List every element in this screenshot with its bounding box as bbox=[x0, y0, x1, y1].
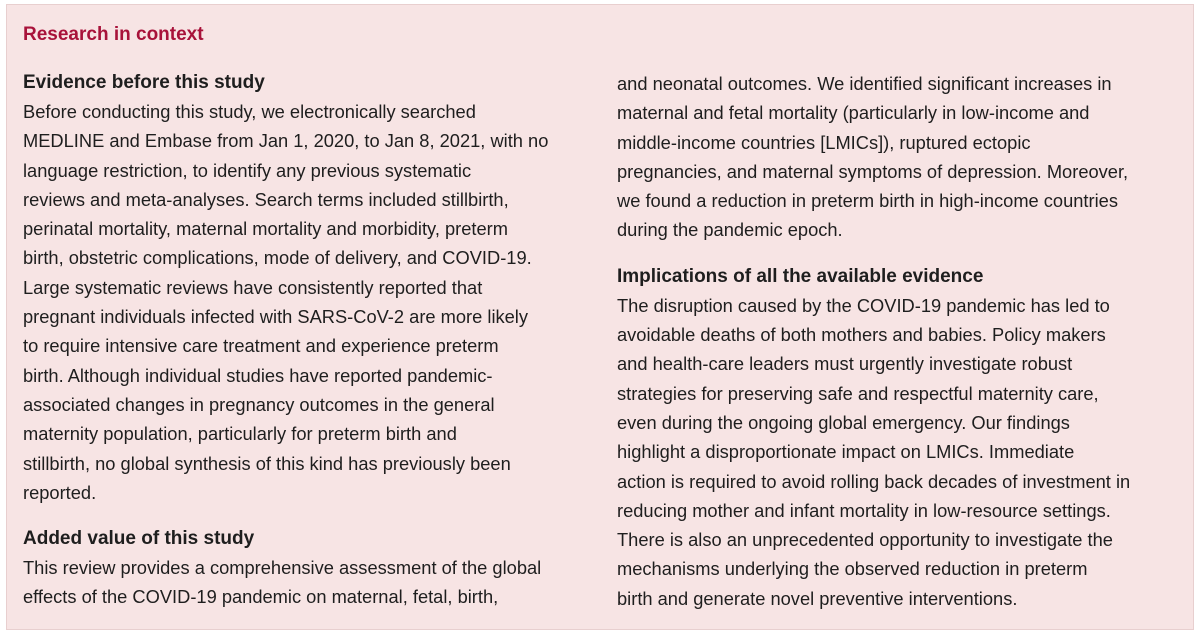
text-line: and neonatal outcomes. We identified significant increases in bbox=[617, 73, 1112, 94]
text-line: pregnancies, and maternal symptoms of depression. Moreover, bbox=[617, 160, 1129, 182]
text-line: The disruption caused by the COVID-19 pandemic has led to bbox=[617, 294, 1110, 316]
text-line: This review provides a comprehensive assessment of the global bbox=[23, 557, 542, 579]
paragraph-implications bbox=[617, 291, 1187, 613]
text-line: maternity population, particularly for preterm birth and bbox=[23, 423, 457, 445]
right-column bbox=[617, 69, 1187, 613]
text-line: highlight a disproportionate impact on LMICs. Immediate bbox=[617, 441, 1075, 463]
text-line: mechanisms underlying the observed reduction in preterm bbox=[617, 558, 1088, 580]
paragraph-added-value-part2 bbox=[617, 69, 1187, 245]
text-line: maternal and fetal mortality (particularly in low-income and bbox=[617, 102, 1090, 124]
research-in-context-panel bbox=[6, 4, 1194, 630]
text-line: MEDLINE and Embase from Jan 1, 2020, to Jan 8, 2021, with no bbox=[23, 130, 549, 152]
text-line: and health-care leaders must urgently investigate robust bbox=[617, 353, 1073, 375]
text-line: even during the ongoing global emergency. Our findings bbox=[617, 411, 1070, 433]
text-line: birth and generate novel preventive interventions. bbox=[617, 587, 1018, 609]
text-line: Large systematic reviews have consistently reported that bbox=[23, 276, 483, 298]
text-line: reviews and meta-analyses. Search terms included stillbirth, bbox=[23, 188, 509, 210]
text-line: perinatal mortality, maternal mortality and morbidity, preterm bbox=[23, 218, 508, 240]
text-line: There is also an unprecedented opportunity to investigate the bbox=[617, 529, 1113, 551]
text-line: associated changes in pregnancy outcomes in the general bbox=[23, 393, 495, 415]
text-line: we found a reduction in preterm birth in high-income countries bbox=[617, 190, 1118, 212]
text-line: reducing mother and infant mortality in low-resource settings. bbox=[617, 499, 1111, 521]
text-line: reported. bbox=[23, 481, 97, 503]
paragraph-evidence-before bbox=[23, 97, 588, 507]
text-line: to require intensive care treatment and experience preterm bbox=[23, 335, 499, 357]
text-line: avoidable deaths of both mothers and babies. Policy makers bbox=[617, 324, 1106, 346]
heading-evidence-before: Evidence before this study bbox=[23, 72, 265, 93]
text-line: action is required to avoid rolling back decades of investment in bbox=[617, 470, 1131, 492]
text-line: middle-income countries [LMICs]), ruptured ectopic bbox=[617, 131, 1031, 153]
heading-implications: Implications of all the available evidence bbox=[617, 265, 984, 287]
text-line: Before conducting this study, we electronically searched bbox=[23, 101, 476, 122]
text-line: stillbirth, no global synthesis of this kind has previously been bbox=[23, 452, 511, 474]
text-line: during the pandemic epoch. bbox=[617, 219, 843, 241]
panel-title: Research in context bbox=[23, 24, 204, 45]
paragraph-added-value-part1 bbox=[23, 553, 588, 612]
text-line: language restriction, to identify any previous systematic bbox=[23, 159, 472, 181]
text-line: effects of the COVID-19 pandemic on maternal, fetal, birth, bbox=[23, 586, 499, 608]
left-column bbox=[23, 68, 588, 612]
heading-added-value: Added value of this study bbox=[23, 528, 255, 550]
text-line: pregnant individuals infected with SARS-CoV-2 are more likely bbox=[23, 306, 529, 328]
text-line: birth. Although individual studies have reported pandemic- bbox=[23, 364, 493, 386]
text-line: strategies for preserving safe and respectful maternity care, bbox=[617, 382, 1099, 404]
text-line: birth, obstetric complications, mode of delivery, and COVID-19. bbox=[23, 247, 532, 269]
